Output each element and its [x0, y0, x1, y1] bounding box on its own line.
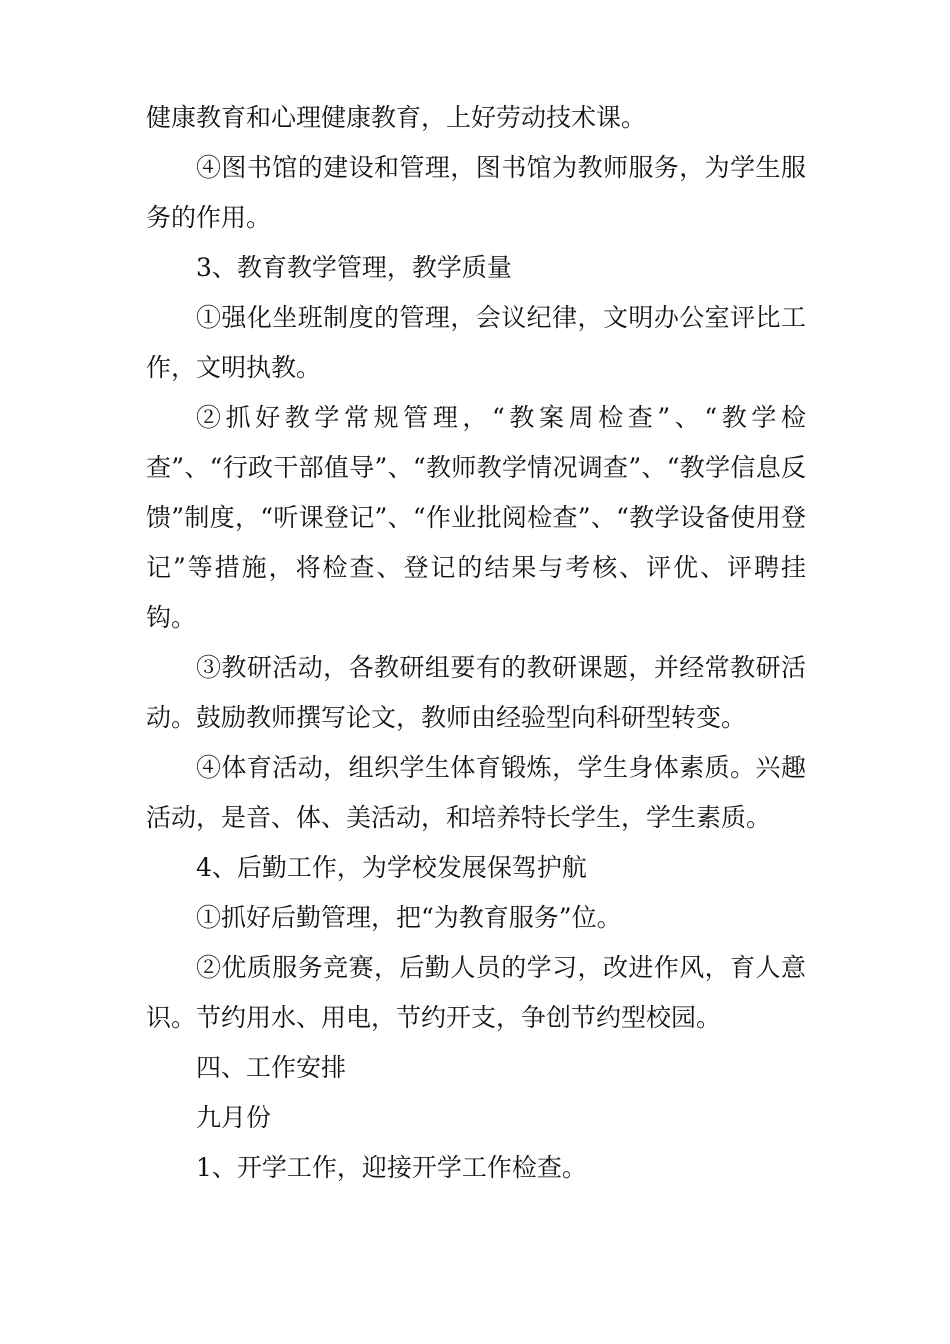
section-heading-work-schedule: 四、工作安排 [196, 1053, 347, 1082]
paragraph-continuation: 健康教育和心理健康教育，上好劳动技术课。 [146, 103, 647, 132]
section-heading-logistics: 4、后勤工作，为学校发展保驾护航 [196, 853, 587, 882]
paragraph-library: ④图书馆的建设和管理，图书馆为教师服务，为学生服务的作用。 [146, 153, 806, 232]
paragraph-office-discipline: ①强化坐班制度的管理，会议纪律，文明办公室评比工作，文明执教。 [146, 303, 806, 382]
paragraph-service-competition: ②优质服务竞赛，后勤人员的学习，改进作风，育人意识。节约用水、用电，节约开支，争创节约型校园。 [146, 953, 806, 1032]
paragraph-school-opening: 1、开学工作，迎接开学工作检查。 [196, 1153, 587, 1182]
paragraph-teaching-routine: ②抓好教学常规管理，“教案周检查”、“教学检查”、“行政干部值导”、“教师教学情况调查”、“教学信息反馈”制度，“听课登记”、“作业批阅检查”、“教学设备使用登记”等措施，将检查、登记的结果与考核、评优、评聘挂钩。 [146, 403, 806, 632]
month-heading-september: 九月份 [196, 1103, 272, 1132]
paragraph-logistics-management: ①抓好后勤管理，把“为教育服务”位。 [196, 903, 622, 932]
document-body [146, 93, 806, 1193]
section-heading-teaching-management: 3、教育教学管理，教学质量 [196, 253, 512, 282]
paragraph-research-activities: ③教研活动，各教研组要有的教研课题，并经常教研活动。鼓励教师撰写论文，教师由经验型向科研型转变。 [146, 653, 806, 732]
paragraph-sports-activities: ④体育活动，组织学生体育锻炼，学生身体素质。兴趣活动，是音、体、美活动，和培养特长学生，学生素质。 [146, 753, 806, 832]
